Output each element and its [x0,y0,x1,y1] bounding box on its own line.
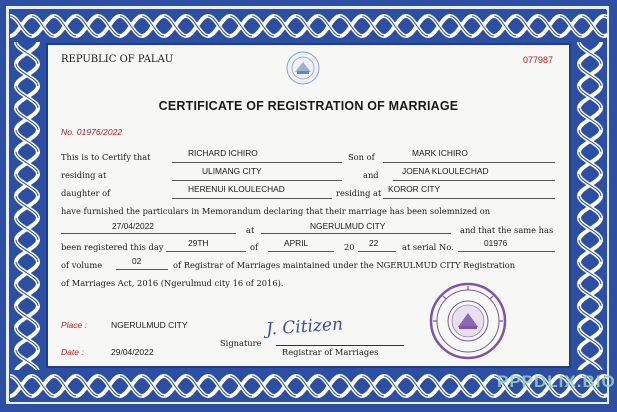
place-label: Place : [61,320,87,330]
at-label: at [246,225,255,235]
furnished-text: have furnished the particulars in Memorandum declaring that their marriage has been solemnized on [61,206,491,216]
date-value: 29/04/2022 [111,347,154,357]
emblem-icon [285,50,321,86]
certificate-number: No. 01976/2022 [61,127,123,137]
groom-father: MARK ICHIRO [412,148,468,158]
official-seal-icon [428,281,508,361]
residing-at-label-2: residing at [336,188,382,198]
braid-border-right [573,42,607,370]
daughter-of-label: daughter of [61,188,111,198]
place-value: NGERULMUD CITY [111,320,188,330]
certificate-title: CERTIFICATE OF REGISTRATION OF MARRIAGE [158,99,459,113]
residing-at-label: residing at [61,170,107,180]
groom-residence: ULIMANG CITY [202,166,262,176]
serial-label: at serial No. [402,242,454,252]
groom-name: RICHARD ICHIRO [188,148,258,158]
bride-name: JOENA KLOULECHAD [402,166,489,176]
reg-day: 29TH [188,238,209,248]
son-of-label: Son of [348,152,375,162]
act-text: of Marriages Act, 2016 (Ngerulmud city 16 of 2016). [61,278,284,288]
reg-year: 22 [369,238,379,248]
solemnized-date: 27/04/2022 [112,221,154,231]
of-label: of [250,242,259,252]
watermark-text: PPPDLIX.BIO [497,372,616,391]
solemnized-place: NGERULMUD CITY [310,221,386,231]
registered-text: been registered this day [61,242,164,252]
braid-border-left [10,42,44,370]
serial-number: 077987 [522,55,553,65]
reg-month: APRIL [284,238,309,248]
signature-script: J. Citizen [265,314,344,340]
registrar-label: Registrar of Marriages [282,347,379,357]
country-heading: REPUBLIC OF PALAU [61,54,174,65]
bride-parent: HERENUI KLOULECHAD [188,184,285,194]
same-has-text: and that the same has [460,225,554,235]
signature-label: Signature [220,338,262,348]
serial-no: 01976 [484,238,508,248]
date-label: Date : [61,347,84,357]
of-volume-label: of volume [61,260,103,270]
and-label: and [363,170,379,180]
braid-border-top [10,10,607,42]
bride-residence: KOROR CITY [388,184,441,194]
certificate-paper [46,43,571,368]
certify-label: This is to Certify that [61,152,151,162]
year-prefix: 20 [344,242,355,252]
registrar-text: of Registrar of Marriages maintained under the NGERULMUD CITY Registration [173,260,516,270]
volume-number: 02 [132,256,142,266]
